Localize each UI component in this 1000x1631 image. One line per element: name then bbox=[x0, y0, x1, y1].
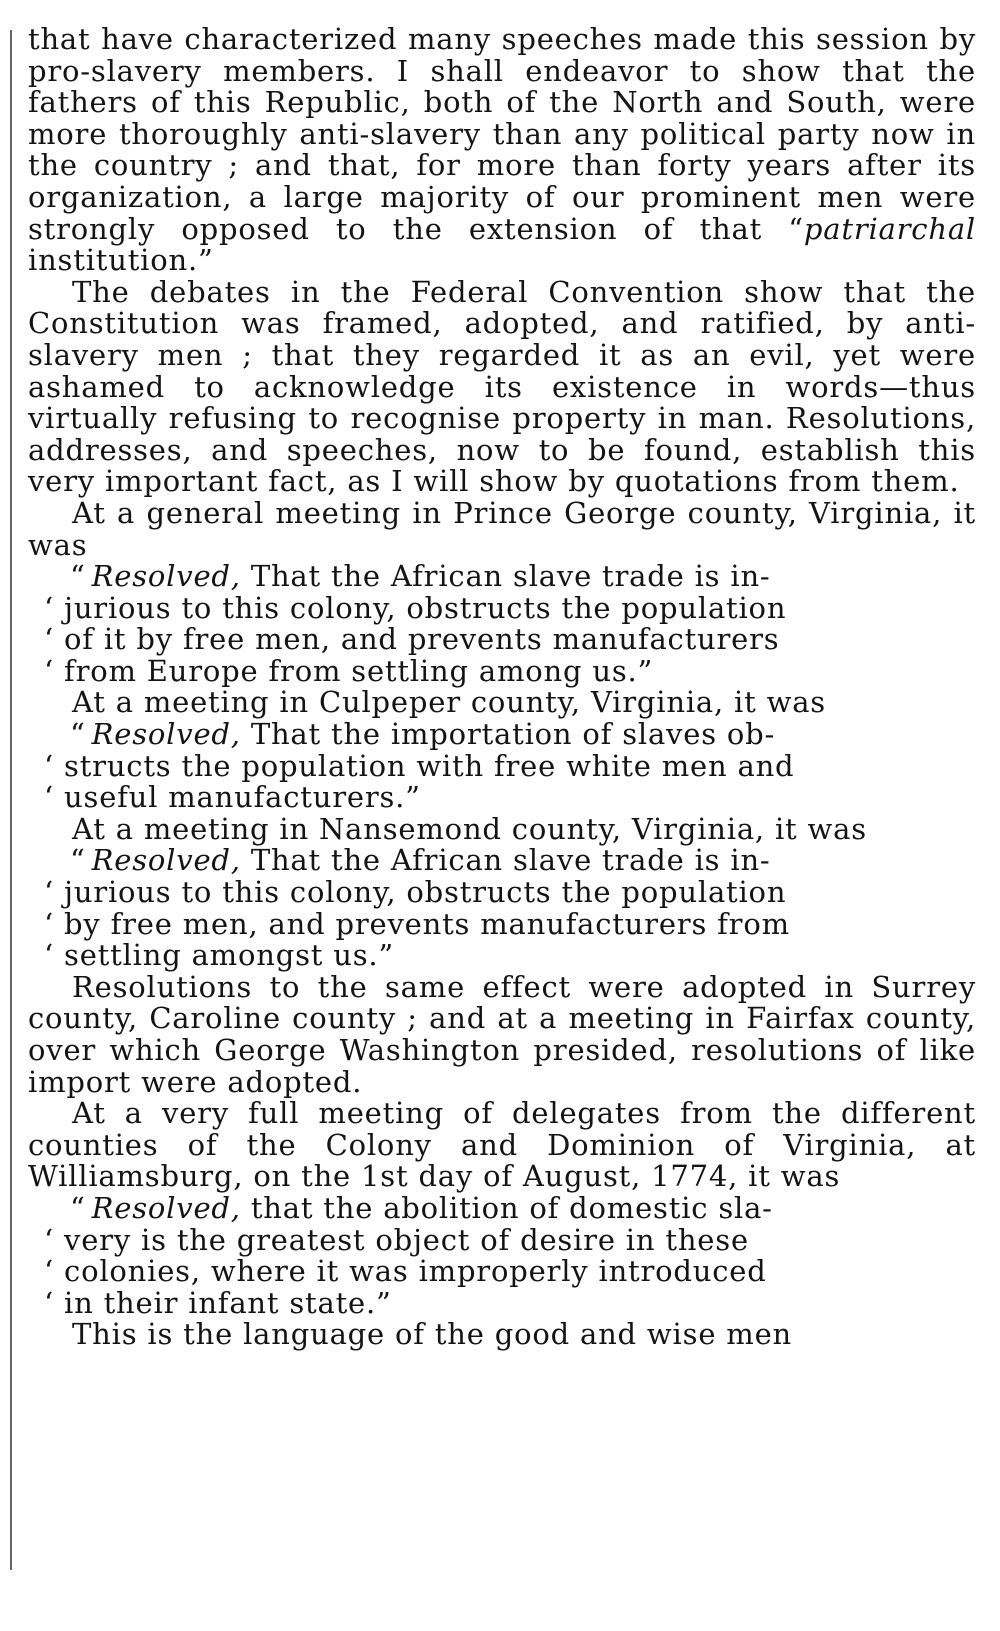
paragraph-opening-text: that have characterized many speeches made this session by pro-slavery members. I shall endeavor to show that the fathers of this Republic, both of the North and South, were more thoroughly anti-slavery than any political party now in the country ; and that, for more than forty years after its organization, a large majority of our prominent men were strongly opposed to the extension of that “ bbox=[28, 22, 976, 246]
continuation-quote-mark: ‘ bbox=[44, 1285, 55, 1320]
resolution-line: that the abolition of domestic sla- bbox=[240, 1190, 773, 1225]
continuation-quote-mark: ‘ bbox=[44, 938, 55, 973]
continuation-quote-mark: ‘ bbox=[44, 906, 55, 941]
resolution-nansemond bbox=[28, 845, 976, 971]
resolution-line: in their infant state.” bbox=[64, 1285, 392, 1320]
resolution-line: useful manufacturers.” bbox=[64, 780, 421, 815]
paragraph-nansemond: At a meeting in Nansemond county, Virginia, it was bbox=[72, 811, 867, 846]
paragraph-culpeper: At a meeting in Culpeper county, Virginia, it was bbox=[72, 685, 826, 720]
resolution-line: jurious to this colony, obstructs the population bbox=[64, 590, 787, 625]
open-quote-mark: “ bbox=[70, 717, 86, 752]
paragraph-closing: This is the language of the good and wise men bbox=[72, 1317, 793, 1352]
open-quote-mark: “ bbox=[70, 1190, 86, 1225]
paragraph-opening-end: institution.” bbox=[28, 243, 214, 278]
resolution-line: structs the population with free white men and bbox=[64, 748, 795, 783]
resolution-line: That the African slave trade is in- bbox=[240, 559, 771, 594]
open-quote-mark: “ bbox=[70, 559, 86, 594]
paragraph-prince-george: At a general meeting in Prince George county, Virginia, it was bbox=[28, 495, 976, 562]
resolution-prince-george bbox=[28, 561, 976, 687]
resolution-line: That the African slave trade is in- bbox=[240, 843, 771, 878]
resolution-line: very is the greatest object of desire in these bbox=[64, 1222, 749, 1257]
resolution-line: from Europe from settling among us.” bbox=[64, 653, 654, 688]
continuation-quote-mark: ‘ bbox=[44, 748, 55, 783]
resolution-line: settling amongst us.” bbox=[64, 938, 395, 973]
column-rule bbox=[10, 30, 12, 1570]
paragraph-surrey-fairfax: Resolutions to the same effect were adopted in Surrey county, Caroline county ; and at a meeting in Fairfax county, over which George Washington presided, resolutions of like import were adopted. bbox=[28, 969, 976, 1099]
resolution-culpeper bbox=[28, 719, 976, 814]
paragraph-williamsburg: At a very full meeting of delegates from the different counties of the Colony and Dominion of Virginia, at Williamsburg, on the 1st day of August, 1774, it was bbox=[28, 1096, 976, 1194]
resolution-line: colonies, where it was improperly introduced bbox=[64, 1254, 767, 1289]
resolution-williamsburg bbox=[28, 1190, 976, 1320]
resolution-line: jurious to this colony, obstructs the population bbox=[64, 875, 787, 910]
continuation-quote-mark: ‘ bbox=[44, 653, 55, 688]
paragraph-opening bbox=[28, 24, 976, 277]
resolved-italic: Resolved, bbox=[91, 717, 241, 752]
continuation-quote-mark: ‘ bbox=[44, 780, 55, 815]
continuation-quote-mark: ‘ bbox=[44, 622, 55, 657]
continuation-quote-mark: ‘ bbox=[44, 875, 55, 910]
italic-patriarchal: patriarchal bbox=[803, 211, 976, 246]
paragraph-federal-convention: The debates in the Federal Convention show that the Constitution was framed, adopted, and ratified, by anti-slavery men ; that they regarded it as an evil, yet were ashamed to acknowledge its existence in words—thus virtually refusing to recognise property in man. Resolutions, addresses, and speeches, now to be found, establish this very important fact, as I will show by quotations from them. bbox=[28, 274, 976, 499]
newspaper-column bbox=[28, 24, 976, 1351]
continuation-quote-mark: ‘ bbox=[44, 1254, 55, 1289]
resolved-italic: Resolved, bbox=[91, 843, 241, 878]
resolved-italic: Resolved, bbox=[91, 1190, 241, 1225]
resolved-italic: Resolved, bbox=[91, 559, 241, 594]
open-quote-mark: “ bbox=[70, 843, 86, 878]
continuation-quote-mark: ‘ bbox=[44, 1222, 55, 1257]
resolution-line: by free men, and prevents manufacturers from bbox=[64, 906, 790, 941]
continuation-quote-mark: ‘ bbox=[44, 590, 55, 625]
resolution-line: of it by free men, and prevents manufacturers bbox=[64, 622, 780, 657]
resolution-line: That the importation of slaves ob- bbox=[240, 717, 776, 752]
